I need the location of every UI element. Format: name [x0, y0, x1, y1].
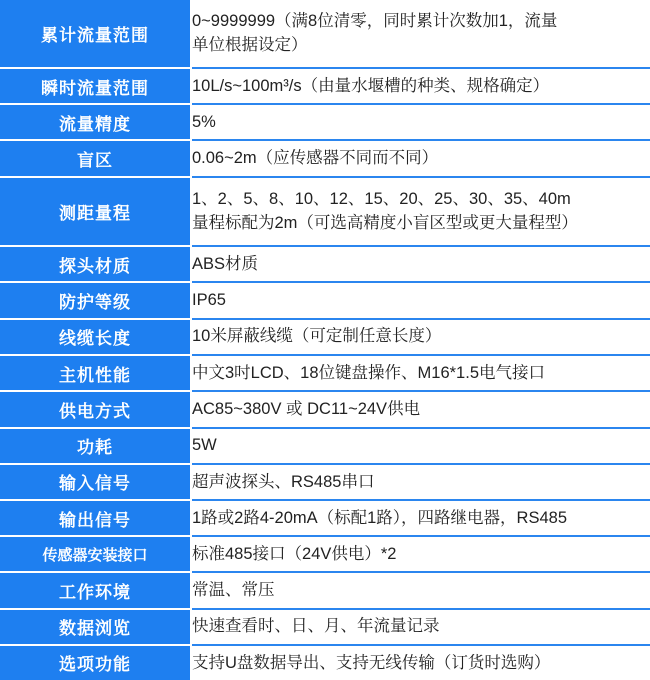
spec-label: 选项功能 — [0, 645, 191, 680]
table-row — [0, 428, 650, 464]
spec-value — [191, 140, 650, 176]
spec-value — [191, 355, 650, 391]
spec-value — [191, 177, 650, 246]
spec-value-line: 1路或2路4-20mA（标配1路），四路继电器，RS485 — [192, 508, 568, 527]
spec-label: 线缆长度 — [0, 319, 191, 355]
spec-value — [191, 536, 650, 572]
table-row — [0, 645, 650, 680]
table-row — [0, 177, 650, 246]
table-row — [0, 0, 650, 68]
table-row — [0, 355, 650, 391]
spec-value-line: 标准485接口（24V供电）*2 — [192, 544, 397, 563]
spec-label: 供电方式 — [0, 391, 191, 427]
table-row — [0, 282, 650, 318]
spec-value — [191, 0, 650, 68]
spec-value-line: IP65 — [192, 291, 226, 310]
table-row — [0, 536, 650, 572]
table-row — [0, 319, 650, 355]
spec-value — [191, 645, 650, 680]
spec-value-line: 5W — [192, 436, 217, 455]
spec-value-line: 中文3吋LCD、18位键盘操作、M16*1.5电气接口 — [192, 363, 545, 382]
table-row — [0, 464, 650, 500]
spec-label: 盲区 — [0, 140, 191, 176]
spec-value-line: ABS材质 — [192, 254, 259, 273]
spec-label: 累计流量范围 — [0, 0, 191, 68]
spec-label: 功耗 — [0, 428, 191, 464]
spec-label: 输出信号 — [0, 500, 191, 536]
spec-value-line: AC85~380V 或 DC11~24V供电 — [192, 399, 421, 418]
table-row — [0, 572, 650, 608]
spec-value — [191, 104, 650, 140]
spec-label: 工作环境 — [0, 572, 191, 608]
spec-value-line: 单位根据设定） — [192, 36, 308, 55]
spec-value-line: 5% — [192, 112, 216, 131]
spec-label: 测距量程 — [0, 177, 191, 246]
spec-label: 瞬时流量范围 — [0, 68, 191, 104]
spec-label: 主机性能 — [0, 355, 191, 391]
spec-value — [191, 391, 650, 427]
table-row — [0, 104, 650, 140]
spec-value — [191, 572, 650, 608]
spec-value-line: 超声波探头、RS485串口 — [192, 472, 375, 491]
table-row — [0, 391, 650, 427]
spec-value-line: 0~9999999（满8位清零，同时累计次数加1，流量 — [192, 11, 558, 30]
spec-value — [191, 609, 650, 645]
spec-value — [191, 282, 650, 318]
spec-value-line: 常温、常压 — [192, 581, 275, 600]
spec-value — [191, 464, 650, 500]
spec-value — [191, 246, 650, 282]
spec-value — [191, 319, 650, 355]
spec-value-line: 支持U盘数据导出、支持无线传输（订货时选购） — [192, 653, 551, 672]
spec-value — [191, 68, 650, 104]
spec-label: 传感器安装接口 — [0, 536, 191, 572]
spec-value-line: 量程标配为2m（可选高精度小盲区型或更大量程型） — [192, 214, 578, 233]
spec-value — [191, 500, 650, 536]
spec-label: 流量精度 — [0, 104, 191, 140]
spec-value-line: 0.06~2m（应传感器不同而不同） — [192, 149, 439, 168]
spec-value — [191, 428, 650, 464]
spec-value-line: 10米屏蔽线缆（可定制任意长度） — [192, 327, 442, 346]
table-row — [0, 246, 650, 282]
table-row — [0, 500, 650, 536]
spec-value-line: 快速查看时、日、月、年流量记录 — [192, 617, 440, 636]
spec-value-line: 10L/s~100m³/s（由量水堰槽的种类、规格确定） — [192, 76, 550, 95]
spec-value-line: 1、2、5、8、10、12、15、20、25、30、35、40m — [192, 189, 571, 208]
table-row — [0, 609, 650, 645]
spec-label: 数据浏览 — [0, 609, 191, 645]
spec-label: 输入信号 — [0, 464, 191, 500]
spec-label: 防护等级 — [0, 282, 191, 318]
spec-label: 探头材质 — [0, 246, 191, 282]
table-row — [0, 140, 650, 176]
table-row — [0, 68, 650, 104]
